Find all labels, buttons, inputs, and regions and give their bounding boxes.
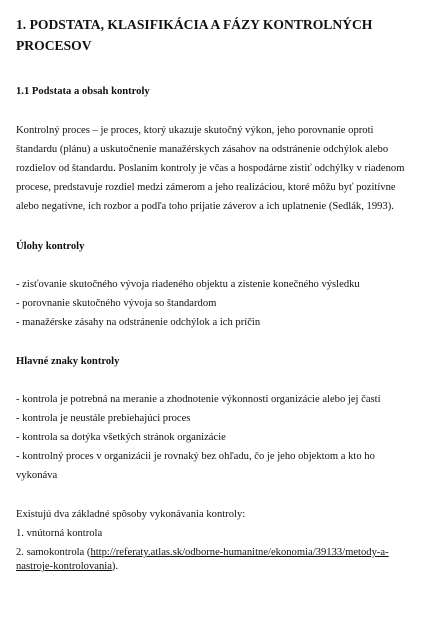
list-item: - manažérske zásahy na odstránenie odchýlok a ich príčin: [16, 317, 261, 328]
source-link-cont[interactable]: nastroje-kontrolovania: [16, 561, 112, 572]
paragraph-line: štandardu (plánu) a uskutočnenie manažérskych zásahov na odstránenie odchýlok alebo: [16, 144, 389, 155]
paragraph-line: Kontrolný proces – je proces, ktorý ukazuje skutočný výkon, jeho porovnanie oproti: [16, 125, 374, 136]
paragraph-line: procese, predstavuje rozdiel medzi zámerom a jeho realizáciou, ktoré môžu byť pozitívne: [16, 182, 396, 193]
method-item-2-cont: [16, 560, 118, 574]
section-title-podstata: 1.1 Podstata a obsah kontroly: [16, 86, 150, 97]
method-item-1: 1. vnútorná kontrola: [16, 528, 103, 539]
chapter-heading-line1: 1. PODSTATA, KLASIFIKÁCIA A FÁZY KONTROLNÝCH: [16, 17, 373, 32]
section-title-znaky: Hlavné znaky kontroly: [16, 356, 120, 367]
section-title-ulohy: Úlohy kontroly: [16, 241, 85, 252]
method-item-2-suffix: ).: [111, 561, 119, 572]
list-item: - zisťovanie skutočného vývoja riadeného objektu a zistenie konečného výsledku: [16, 279, 360, 290]
source-link[interactable]: http://referaty.atlas.sk/odborne-humanitne/ekonomia/39133/metody-a-: [90, 547, 389, 558]
method-item-2-prefix: 2. samokontrola (: [16, 547, 91, 558]
list-item: - porovnanie skutočného vývoja so štandardom: [16, 298, 217, 309]
list-item: - kontrola je potrebná na meranie a zhodnotenie výkonnosti organizácie alebo jej častí: [16, 394, 381, 405]
methods-intro: Existujú dva základné spôsoby vykonávania kontroly:: [16, 509, 246, 520]
list-item-continuation: vykonáva: [16, 470, 58, 481]
method-item-2: [16, 546, 389, 560]
list-item: - kontrolný proces v organizácii je rovnaký bez ohľadu, čo je jeho objektom a kto ho: [16, 451, 375, 462]
paragraph-line: rozdielov od štandardu. Poslaním kontroly je včas a hospodárne zistiť odchýlky v riadenom: [16, 163, 405, 174]
list-item: - kontrola je neustále prebiehajúci proces: [16, 413, 191, 424]
list-item: - kontrola sa dotýka všetkých stránok organizácie: [16, 432, 226, 443]
chapter-heading-line2: PROCESOV: [16, 38, 92, 53]
paragraph-line: alebo negatívne, ich rozbor a podľa toho prijatie záverov a ich uplatnenie (Sedlák, 1993).: [16, 201, 394, 212]
